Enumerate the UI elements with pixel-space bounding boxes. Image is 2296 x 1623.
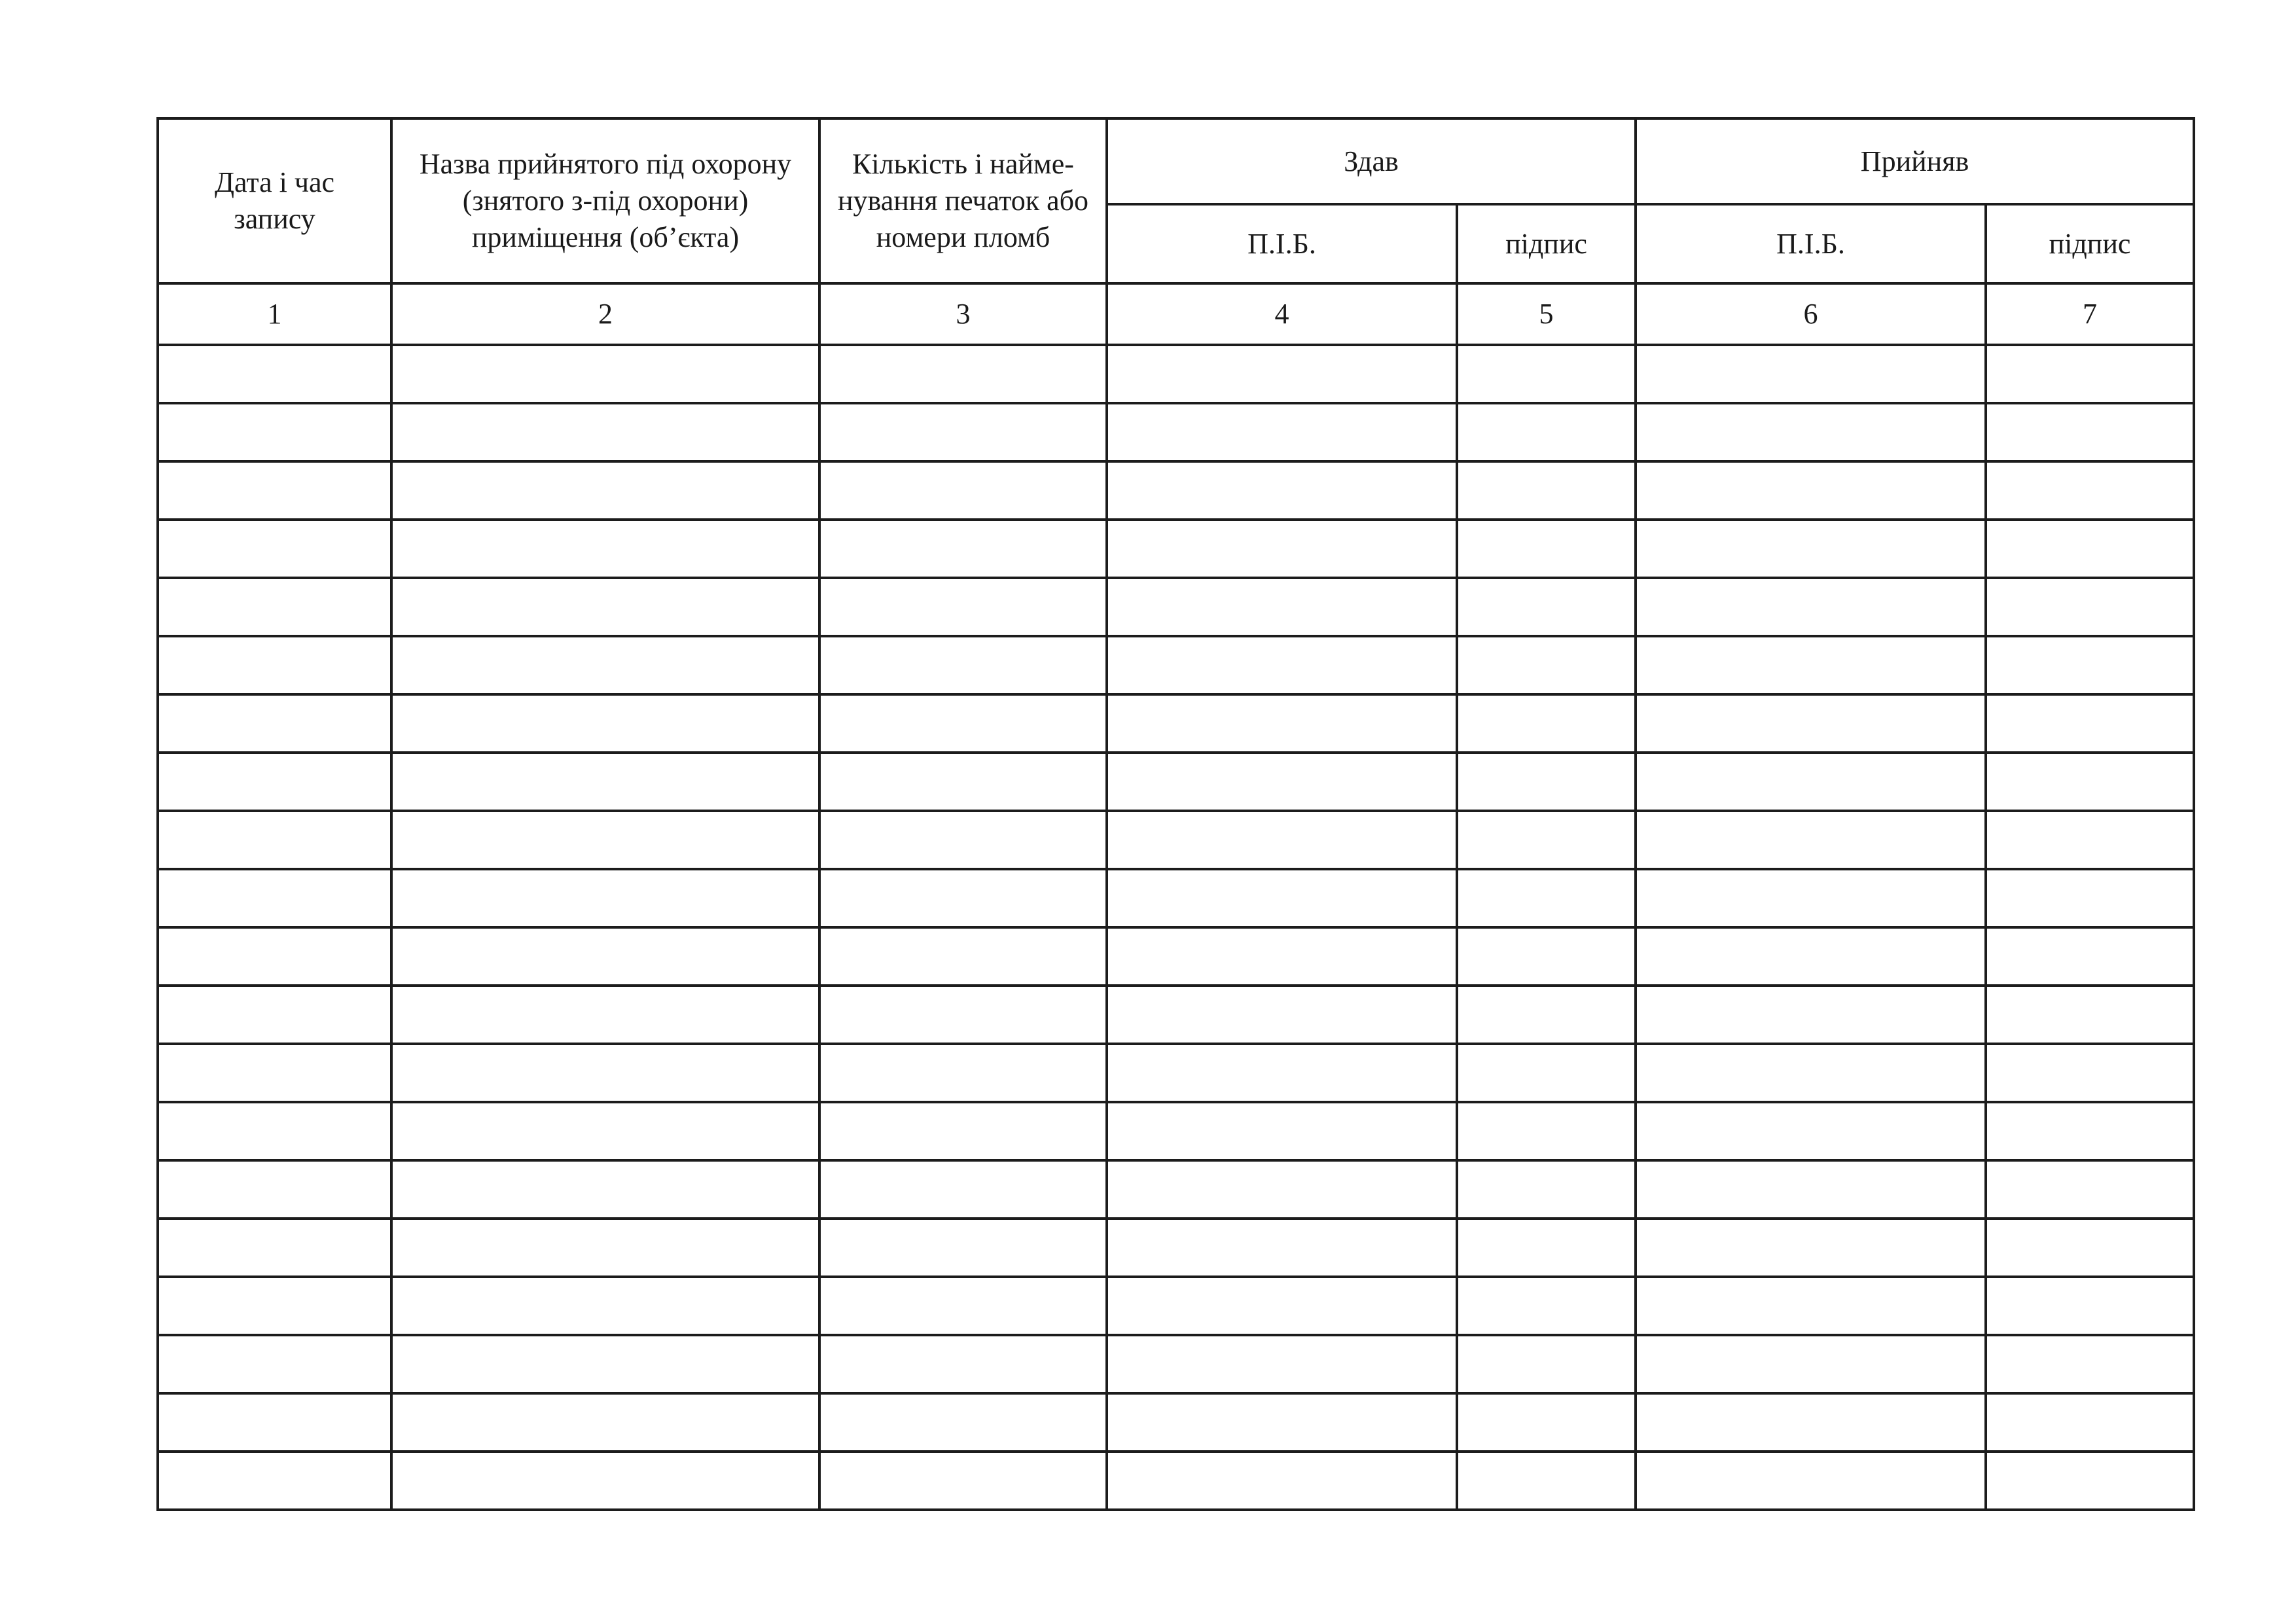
table-row bbox=[158, 1160, 2194, 1219]
table-row bbox=[158, 694, 2194, 753]
table-cell[interactable] bbox=[1457, 520, 1636, 578]
table-row bbox=[158, 927, 2194, 986]
table-row bbox=[158, 1219, 2194, 1277]
table-cell[interactable] bbox=[1457, 1044, 1636, 1102]
table-cell[interactable] bbox=[1986, 520, 2194, 578]
header-handed-name: П.І.Б. bbox=[1107, 204, 1457, 283]
table-cell[interactable] bbox=[819, 1160, 1107, 1219]
table-cell[interactable] bbox=[158, 1452, 391, 1510]
column-number: 7 bbox=[1986, 283, 2194, 345]
table-cell[interactable] bbox=[391, 1160, 819, 1219]
table-row bbox=[158, 811, 2194, 869]
table-cell[interactable] bbox=[158, 986, 391, 1044]
header-row-top bbox=[158, 118, 2194, 204]
column-number: 1 bbox=[158, 283, 391, 345]
table-cell[interactable] bbox=[391, 1452, 819, 1510]
column-number: 4 bbox=[1107, 283, 1457, 345]
header-group-received: Прийняв bbox=[1636, 118, 2194, 204]
table-cell[interactable] bbox=[1986, 345, 2194, 403]
table-cell[interactable] bbox=[1107, 403, 1457, 461]
table-cell[interactable] bbox=[391, 811, 819, 869]
table-cell[interactable] bbox=[1107, 345, 1457, 403]
table-row bbox=[158, 1452, 2194, 1510]
table-cell[interactable] bbox=[1636, 1102, 1986, 1160]
table-cell[interactable] bbox=[158, 1277, 391, 1335]
table-cell[interactable] bbox=[1107, 753, 1457, 811]
table-body bbox=[158, 283, 2194, 1510]
table-cell[interactable] bbox=[1457, 1219, 1636, 1277]
table-row bbox=[158, 520, 2194, 578]
table-cell[interactable] bbox=[1107, 986, 1457, 1044]
table-cell[interactable] bbox=[391, 927, 819, 986]
header-seals: Кількість і найме- нування печаток або номери пломб bbox=[819, 118, 1107, 283]
table-cell[interactable] bbox=[819, 927, 1107, 986]
table-cell[interactable] bbox=[1636, 403, 1986, 461]
table-cell[interactable] bbox=[158, 578, 391, 636]
table-cell[interactable] bbox=[1457, 694, 1636, 753]
table-cell[interactable] bbox=[391, 869, 819, 927]
table-row bbox=[158, 1102, 2194, 1160]
table-cell[interactable] bbox=[158, 461, 391, 520]
table-cell[interactable] bbox=[391, 636, 819, 694]
table-cell[interactable] bbox=[819, 345, 1107, 403]
table-cell[interactable] bbox=[391, 1044, 819, 1102]
table-cell[interactable] bbox=[1107, 1160, 1457, 1219]
table-cell[interactable] bbox=[819, 986, 1107, 1044]
table-cell[interactable] bbox=[158, 345, 391, 403]
table-cell[interactable] bbox=[158, 1102, 391, 1160]
table-cell[interactable] bbox=[1636, 811, 1986, 869]
header-group-handed: Здав bbox=[1107, 118, 1636, 204]
table-cell[interactable] bbox=[1457, 1102, 1636, 1160]
table-cell[interactable] bbox=[391, 461, 819, 520]
table-cell[interactable] bbox=[819, 520, 1107, 578]
table-cell[interactable] bbox=[1986, 1277, 2194, 1335]
table-cell[interactable] bbox=[1636, 694, 1986, 753]
table-cell[interactable] bbox=[1457, 927, 1636, 986]
table-cell[interactable] bbox=[1636, 753, 1986, 811]
table-cell[interactable] bbox=[1107, 1452, 1457, 1510]
table-row bbox=[158, 636, 2194, 694]
table-cell[interactable] bbox=[158, 1044, 391, 1102]
table-cell[interactable] bbox=[158, 1393, 391, 1452]
table-cell[interactable] bbox=[1107, 1219, 1457, 1277]
table-cell[interactable] bbox=[158, 753, 391, 811]
column-number-row bbox=[158, 283, 2194, 345]
table-cell[interactable] bbox=[819, 1102, 1107, 1160]
table-cell[interactable] bbox=[158, 636, 391, 694]
table-cell[interactable] bbox=[1107, 1044, 1457, 1102]
table-cell[interactable] bbox=[1986, 403, 2194, 461]
table-cell[interactable] bbox=[1636, 1160, 1986, 1219]
table-row bbox=[158, 345, 2194, 403]
table-cell[interactable] bbox=[819, 753, 1107, 811]
table-cell[interactable] bbox=[1986, 636, 2194, 694]
table-cell[interactable] bbox=[1986, 1219, 2194, 1277]
table-cell[interactable] bbox=[1636, 578, 1986, 636]
table-cell[interactable] bbox=[391, 694, 819, 753]
table-cell[interactable] bbox=[1107, 694, 1457, 753]
table-cell[interactable] bbox=[1636, 636, 1986, 694]
table-cell[interactable] bbox=[819, 636, 1107, 694]
table-cell[interactable] bbox=[391, 403, 819, 461]
table-cell[interactable] bbox=[1457, 1277, 1636, 1335]
table-cell[interactable] bbox=[1986, 694, 2194, 753]
table-cell[interactable] bbox=[391, 1219, 819, 1277]
table-cell[interactable] bbox=[158, 869, 391, 927]
table-cell[interactable] bbox=[1986, 1393, 2194, 1452]
table-cell[interactable] bbox=[1636, 461, 1986, 520]
table-cell[interactable] bbox=[1636, 1452, 1986, 1510]
table-cell[interactable] bbox=[1457, 986, 1636, 1044]
table-cell[interactable] bbox=[1636, 345, 1986, 403]
table-cell[interactable] bbox=[1986, 927, 2194, 986]
table-cell[interactable] bbox=[819, 461, 1107, 520]
table-cell[interactable] bbox=[1457, 461, 1636, 520]
table-cell[interactable] bbox=[819, 1277, 1107, 1335]
table-cell[interactable] bbox=[391, 986, 819, 1044]
table-cell[interactable] bbox=[1457, 1452, 1636, 1510]
table-cell[interactable] bbox=[1107, 1393, 1457, 1452]
table-cell[interactable] bbox=[1986, 753, 2194, 811]
table-cell[interactable] bbox=[391, 1102, 819, 1160]
table-row bbox=[158, 869, 2194, 927]
table-cell[interactable] bbox=[1107, 1335, 1457, 1393]
table-cell[interactable] bbox=[1986, 1452, 2194, 1510]
table-row bbox=[158, 753, 2194, 811]
table-cell[interactable] bbox=[158, 520, 391, 578]
header-handed-signature: підпис bbox=[1457, 204, 1636, 283]
column-number: 3 bbox=[819, 283, 1107, 345]
table-cell[interactable] bbox=[1986, 1160, 2194, 1219]
table-row bbox=[158, 403, 2194, 461]
column-number: 5 bbox=[1457, 283, 1636, 345]
table-cell[interactable] bbox=[1107, 811, 1457, 869]
table-cell[interactable] bbox=[158, 694, 391, 753]
table-cell[interactable] bbox=[391, 1335, 819, 1393]
column-number: 6 bbox=[1636, 283, 1986, 345]
table-row bbox=[158, 1335, 2194, 1393]
table-cell[interactable] bbox=[1457, 753, 1636, 811]
table-cell[interactable] bbox=[819, 578, 1107, 636]
table-cell[interactable] bbox=[1107, 869, 1457, 927]
table-cell[interactable] bbox=[391, 578, 819, 636]
table-cell[interactable] bbox=[1107, 578, 1457, 636]
table-cell[interactable] bbox=[819, 869, 1107, 927]
table-cell[interactable] bbox=[1107, 461, 1457, 520]
table-cell[interactable] bbox=[819, 1335, 1107, 1393]
table-header bbox=[158, 118, 2194, 283]
security-register-table bbox=[156, 117, 2195, 1511]
table-cell[interactable] bbox=[1636, 1044, 1986, 1102]
table-row bbox=[158, 578, 2194, 636]
table-cell[interactable] bbox=[391, 753, 819, 811]
header-received-signature: підпис bbox=[1986, 204, 2194, 283]
table-cell[interactable] bbox=[1457, 636, 1636, 694]
table-cell[interactable] bbox=[1636, 1393, 1986, 1452]
table-cell[interactable] bbox=[1636, 986, 1986, 1044]
table-cell[interactable] bbox=[819, 694, 1107, 753]
table-cell[interactable] bbox=[1986, 1335, 2194, 1393]
table-cell[interactable] bbox=[1107, 520, 1457, 578]
table-cell[interactable] bbox=[819, 1393, 1107, 1452]
table-cell[interactable] bbox=[158, 927, 391, 986]
table-cell[interactable] bbox=[1457, 1335, 1636, 1393]
table-cell[interactable] bbox=[1457, 345, 1636, 403]
table-cell[interactable] bbox=[819, 1219, 1107, 1277]
table-cell[interactable] bbox=[1986, 986, 2194, 1044]
table-row bbox=[158, 986, 2194, 1044]
table-cell[interactable] bbox=[1636, 1219, 1986, 1277]
table-cell[interactable] bbox=[1457, 1160, 1636, 1219]
table-cell[interactable] bbox=[158, 403, 391, 461]
table-cell[interactable] bbox=[1457, 869, 1636, 927]
table-cell[interactable] bbox=[1636, 869, 1986, 927]
table-cell[interactable] bbox=[1986, 869, 2194, 927]
table-cell[interactable] bbox=[1986, 1044, 2194, 1102]
table-row bbox=[158, 1277, 2194, 1335]
table-row bbox=[158, 461, 2194, 520]
table-cell[interactable] bbox=[1457, 578, 1636, 636]
table-cell[interactable] bbox=[1986, 811, 2194, 869]
table-cell[interactable] bbox=[1457, 1393, 1636, 1452]
table-cell[interactable] bbox=[1457, 403, 1636, 461]
table-cell[interactable] bbox=[1107, 927, 1457, 986]
table-cell[interactable] bbox=[1986, 1102, 2194, 1160]
table-cell[interactable] bbox=[391, 520, 819, 578]
table-cell[interactable] bbox=[1636, 1335, 1986, 1393]
table-cell[interactable] bbox=[1107, 636, 1457, 694]
table-cell[interactable] bbox=[1636, 520, 1986, 578]
table-cell[interactable] bbox=[1986, 461, 2194, 520]
table-cell[interactable] bbox=[158, 1335, 391, 1393]
table-cell[interactable] bbox=[1636, 927, 1986, 986]
table-cell[interactable] bbox=[1457, 811, 1636, 869]
table-cell[interactable] bbox=[391, 345, 819, 403]
table-cell[interactable] bbox=[1107, 1277, 1457, 1335]
table-cell[interactable] bbox=[1636, 1277, 1986, 1335]
table-row bbox=[158, 1393, 2194, 1452]
header-object-name: Назва прийнятого під охорону (знятого з-під охорони) приміщення (об’єкта) bbox=[391, 118, 819, 283]
table-cell[interactable] bbox=[158, 1160, 391, 1219]
table-cell[interactable] bbox=[1986, 578, 2194, 636]
table-row bbox=[158, 1044, 2194, 1102]
table-cell[interactable] bbox=[158, 1219, 391, 1277]
table-cell[interactable] bbox=[158, 811, 391, 869]
table-cell[interactable] bbox=[391, 1393, 819, 1452]
table-cell[interactable] bbox=[819, 811, 1107, 869]
table-cell[interactable] bbox=[819, 1044, 1107, 1102]
header-received-name: П.І.Б. bbox=[1636, 204, 1986, 283]
table-cell[interactable] bbox=[819, 403, 1107, 461]
header-date-time: Дата і час запису bbox=[158, 118, 391, 283]
column-number: 2 bbox=[391, 283, 819, 345]
table-cell[interactable] bbox=[391, 1277, 819, 1335]
table-cell[interactable] bbox=[1107, 1102, 1457, 1160]
table-cell[interactable] bbox=[819, 1452, 1107, 1510]
